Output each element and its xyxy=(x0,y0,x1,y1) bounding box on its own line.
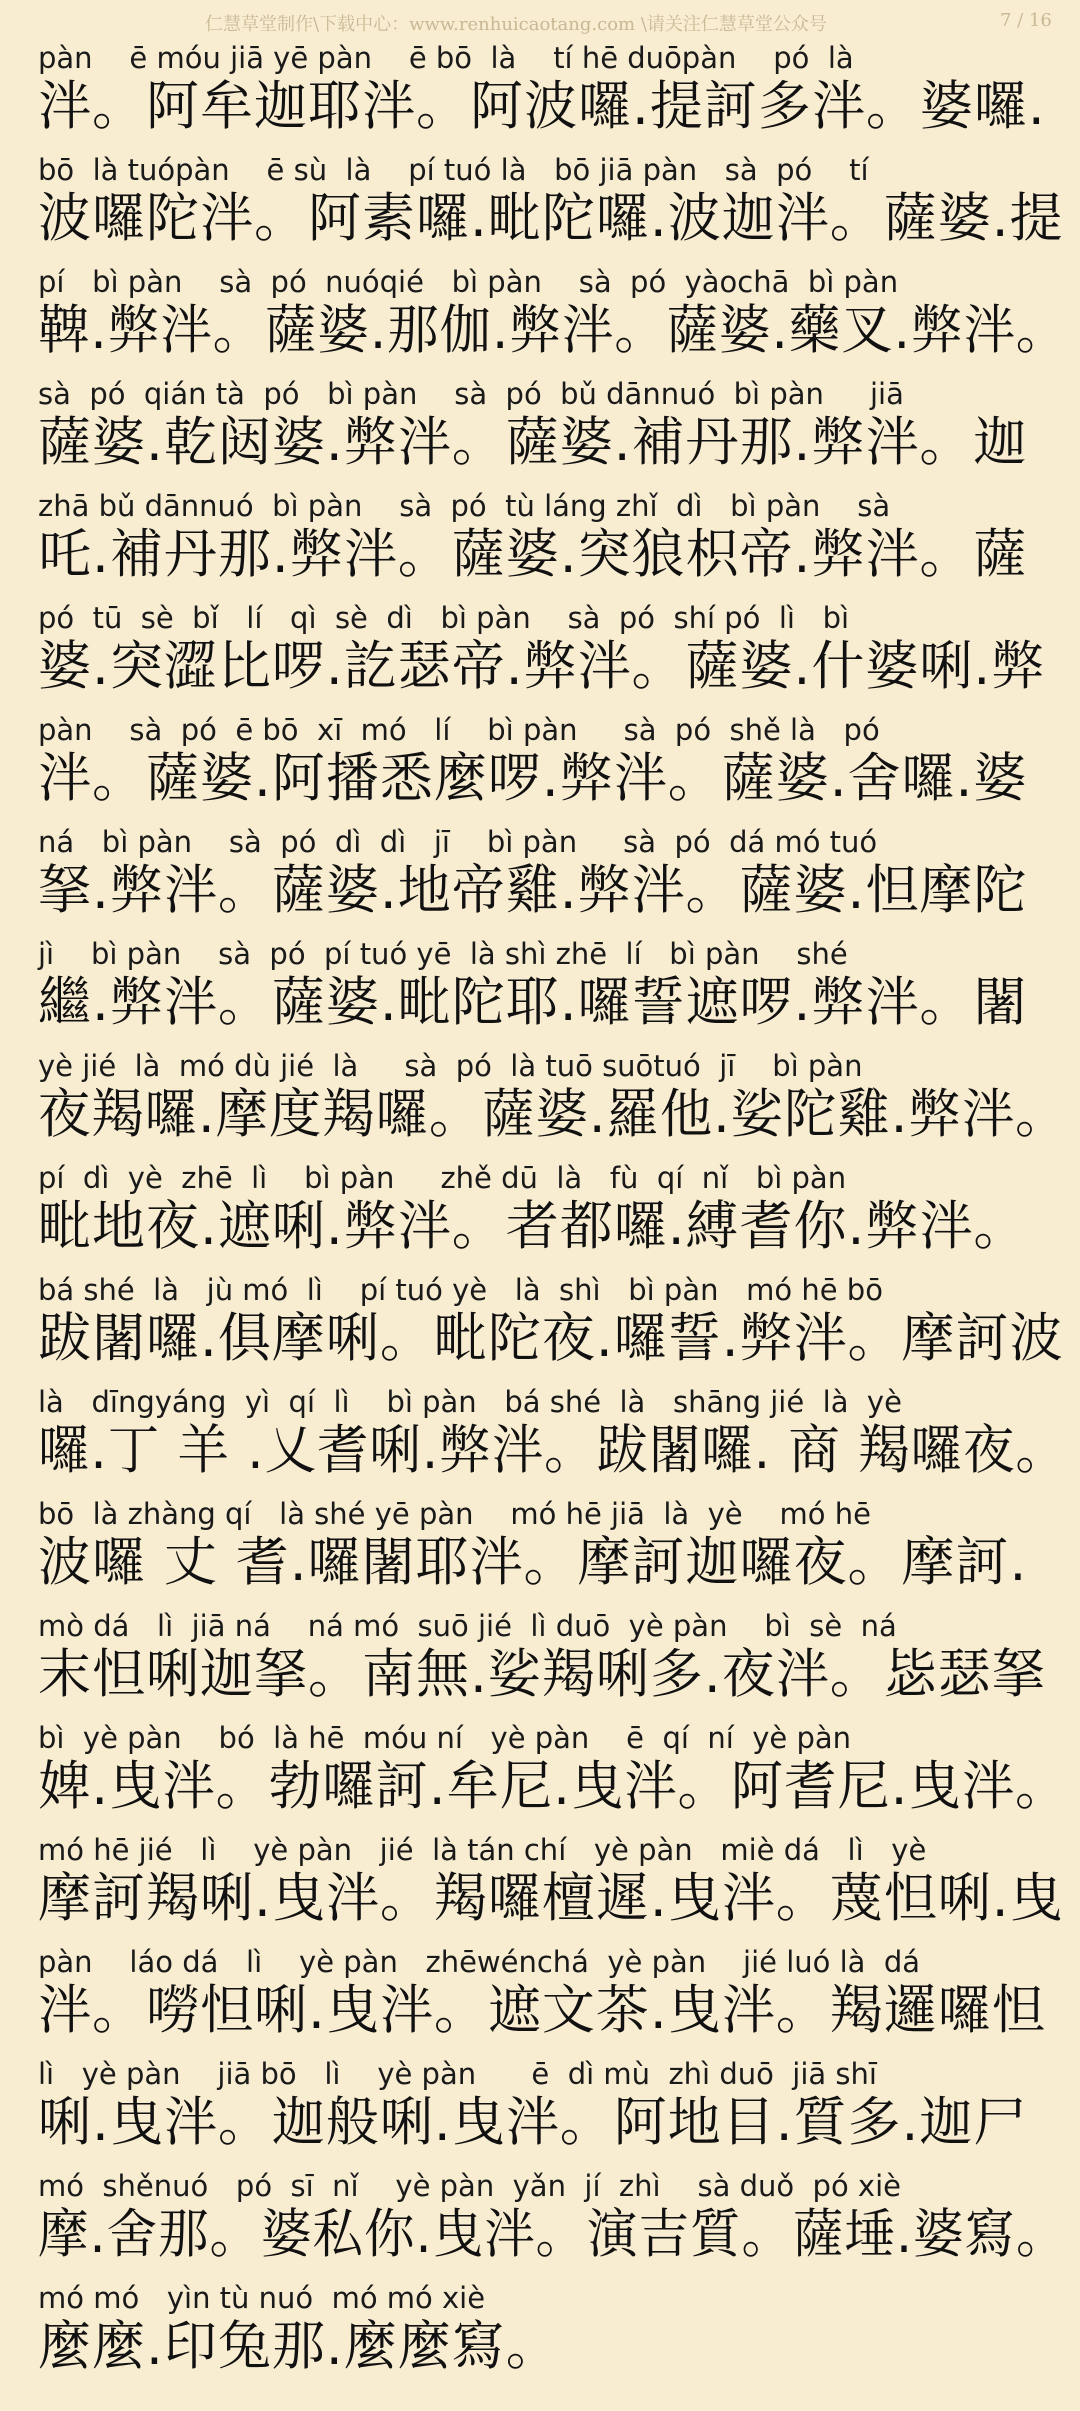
hanzi-line: 波囉陀泮。阿素囉.毗陀囉.波迦泮。薩婆.提 xyxy=(38,188,1064,249)
pinyin-line: bō là zhàng qí là shé yē pàn mó hē jiā là yè mó hē xyxy=(38,1497,871,1531)
text-line xyxy=(38,600,1068,712)
hanzi-line: 囉.丁 羊 .乂耆唎.弊泮。跋闍囉. 商 羯囉夜。 xyxy=(38,1420,1068,1481)
text-line xyxy=(38,264,1068,376)
text-line xyxy=(38,1944,1068,2056)
text-line xyxy=(38,152,1068,264)
pinyin-line: mò dá lì jiā ná ná mó suō jié lì duō yè pàn bì sè ná xyxy=(38,1609,897,1643)
text-line xyxy=(38,488,1068,600)
pinyin-line: sà pó qián tà pó bì pàn sà pó bǔ dānnuó bì pàn jiā xyxy=(38,377,904,411)
hanzi-line: 摩.舍那。婆私你.曳泮。演吉質。薩埵.婆寫。 xyxy=(38,2204,1068,2265)
hanzi-line: 吒.補丹那.弊泮。薩婆.突狼枳帝.弊泮。薩 xyxy=(38,524,1028,585)
text-line xyxy=(38,1384,1068,1496)
pinyin-line: yè jié là mó dù jié là sà pó là tuō suōtuó jī bì pàn xyxy=(38,1049,863,1083)
text-line xyxy=(38,1272,1068,1384)
hanzi-line: 泮。嘮怛唎.曳泮。遮文茶.曳泮。羯邏囉怛 xyxy=(38,1980,1046,2041)
text-line xyxy=(38,2056,1068,2168)
pinyin-line: zhā bǔ dānnuó bì pàn sà pó tù láng zhǐ dì bì pàn sà xyxy=(38,489,891,523)
hanzi-line: 繼.弊泮。薩婆.毗陀耶.囉誓遮啰.弊泮。闍 xyxy=(38,972,1028,1033)
text-line xyxy=(38,376,1068,488)
hanzi-line: 毗地夜.遮唎.弊泮。者都囉.縛耆你.弊泮。 xyxy=(38,1196,1028,1257)
hanzi-line: 鞞.弊泮。薩婆.那伽.弊泮。薩婆.藥叉.弊泮。 xyxy=(38,300,1069,361)
pinyin-line: pí bì pàn sà pó nuóqié bì pàn sà pó yàochā bì pàn xyxy=(38,265,899,299)
pinyin-line: lì yè pàn jiā bō lì yè pàn ē dì mù zhì duō jiā shī xyxy=(38,2057,877,2091)
pinyin-line: ná bì pàn sà pó dì dì jī bì pàn sà pó dá mó tuó xyxy=(38,825,878,859)
text-line xyxy=(38,1832,1068,1944)
text-line xyxy=(38,824,1068,936)
hanzi-line: 唎.曳泮。迦般唎.曳泮。阿地目.質多.迦尸 xyxy=(38,2092,1028,2153)
text-line xyxy=(38,936,1068,1048)
pinyin-line: bō là tuópàn ē sù là pí tuó là bō jiā pàn sà pó tí xyxy=(38,153,869,187)
page-header xyxy=(0,0,1080,44)
hanzi-line: 波囉 丈 耆.囉闍耶泮。摩訶迦囉夜。摩訶. xyxy=(38,1532,1028,1593)
text-line xyxy=(38,2168,1068,2280)
header-title: 仁慧草堂制作\下载中心：www.renhuicaotang.com \请关注仁慧草堂公众号 xyxy=(205,14,827,35)
page-number: 7 / 16 xyxy=(1000,10,1052,31)
hanzi-line: 麼麼.印兔那.麼麼寫。 xyxy=(38,2316,560,2377)
text-line xyxy=(38,712,1068,824)
hanzi-line: 泮。阿牟迦耶泮。阿波囉.提訶多泮。婆囉. xyxy=(38,76,1046,137)
text-line xyxy=(38,2280,1068,2392)
pinyin-line: mó shěnuó pó sī nǐ yè pàn yǎn jí zhì sà duǒ pó xiè xyxy=(38,2169,901,2203)
pinyin-line: mó mó yìn tù nuó mó mó xiè xyxy=(38,2281,486,2315)
hanzi-line: 婆.突澀比啰.訖瑟帝.弊泮。薩婆.什婆唎.弊 xyxy=(38,636,1046,697)
hanzi-line: 拏.弊泮。薩婆.地帝雞.弊泮。薩婆.怛摩陀 xyxy=(38,860,1028,921)
text-line xyxy=(38,1496,1068,1608)
text-line xyxy=(38,1608,1068,1720)
pinyin-line: pàn láo dá lì yè pàn zhēwénchá yè pàn jié luó là dá xyxy=(38,1945,921,1979)
hanzi-line: 跋闍囉.俱摩唎。毗陀夜.囉誓.弊泮。摩訶波 xyxy=(38,1308,1064,1369)
hanzi-line: 末怛唎迦拏。南無.娑羯唎多.夜泮。毖瑟拏 xyxy=(38,1644,1046,1705)
hanzi-line: 泮。薩婆.阿播悉麼啰.弊泮。薩婆.舍囉.婆 xyxy=(38,748,1028,809)
hanzi-line: 夜羯囉.摩度羯囉。薩婆.羅他.娑陀雞.弊泮。 xyxy=(38,1084,1069,1145)
pinyin-line: pàn sà pó ē bō xī mó lí bì pàn sà pó shě là pó xyxy=(38,713,880,747)
pinyin-line: jì bì pàn sà pó pí tuó yē là shì zhē lí bì pàn shé xyxy=(38,937,848,971)
pinyin-line: pí dì yè zhē lì bì pàn zhě dū là fù qí nǐ bì pàn xyxy=(38,1161,847,1195)
hanzi-line: 薩婆.乾闼婆.弊泮。薩婆.補丹那.弊泮。迦 xyxy=(38,412,1028,473)
hanzi-line: 婢.曳泮。勃囉訶.牟尼.曳泮。阿耆尼.曳泮。 xyxy=(38,1756,1069,1817)
text-line xyxy=(38,1720,1068,1832)
pinyin-line: bì yè pàn bó là hē móu ní yè pàn ē qí ní yè pàn xyxy=(38,1721,852,1755)
text-line xyxy=(38,1160,1068,1272)
text-line xyxy=(38,1048,1068,1160)
pinyin-line: pó tū sè bǐ lí qì sè dì bì pàn sà pó shí pó lì bì xyxy=(38,601,850,635)
text-line xyxy=(38,40,1068,152)
pinyin-line: là dīngyáng yì qí lì bì pàn bá shé là shāng jié là yè xyxy=(38,1385,902,1419)
pinyin-line: pàn ē móu jiā yē pàn ē bō là tí hē duōpàn pó là xyxy=(38,41,854,75)
pinyin-line: mó hē jié lì yè pàn jié là tán chí yè pàn miè dá lì yè xyxy=(38,1833,927,1867)
pinyin-line: bá shé là jù mó lì pí tuó yè là shì bì pàn mó hē bō xyxy=(38,1273,883,1307)
hanzi-line: 摩訶羯唎.曳泮。羯囉檀遲.曳泮。蔑怛唎.曳 xyxy=(38,1868,1064,1929)
